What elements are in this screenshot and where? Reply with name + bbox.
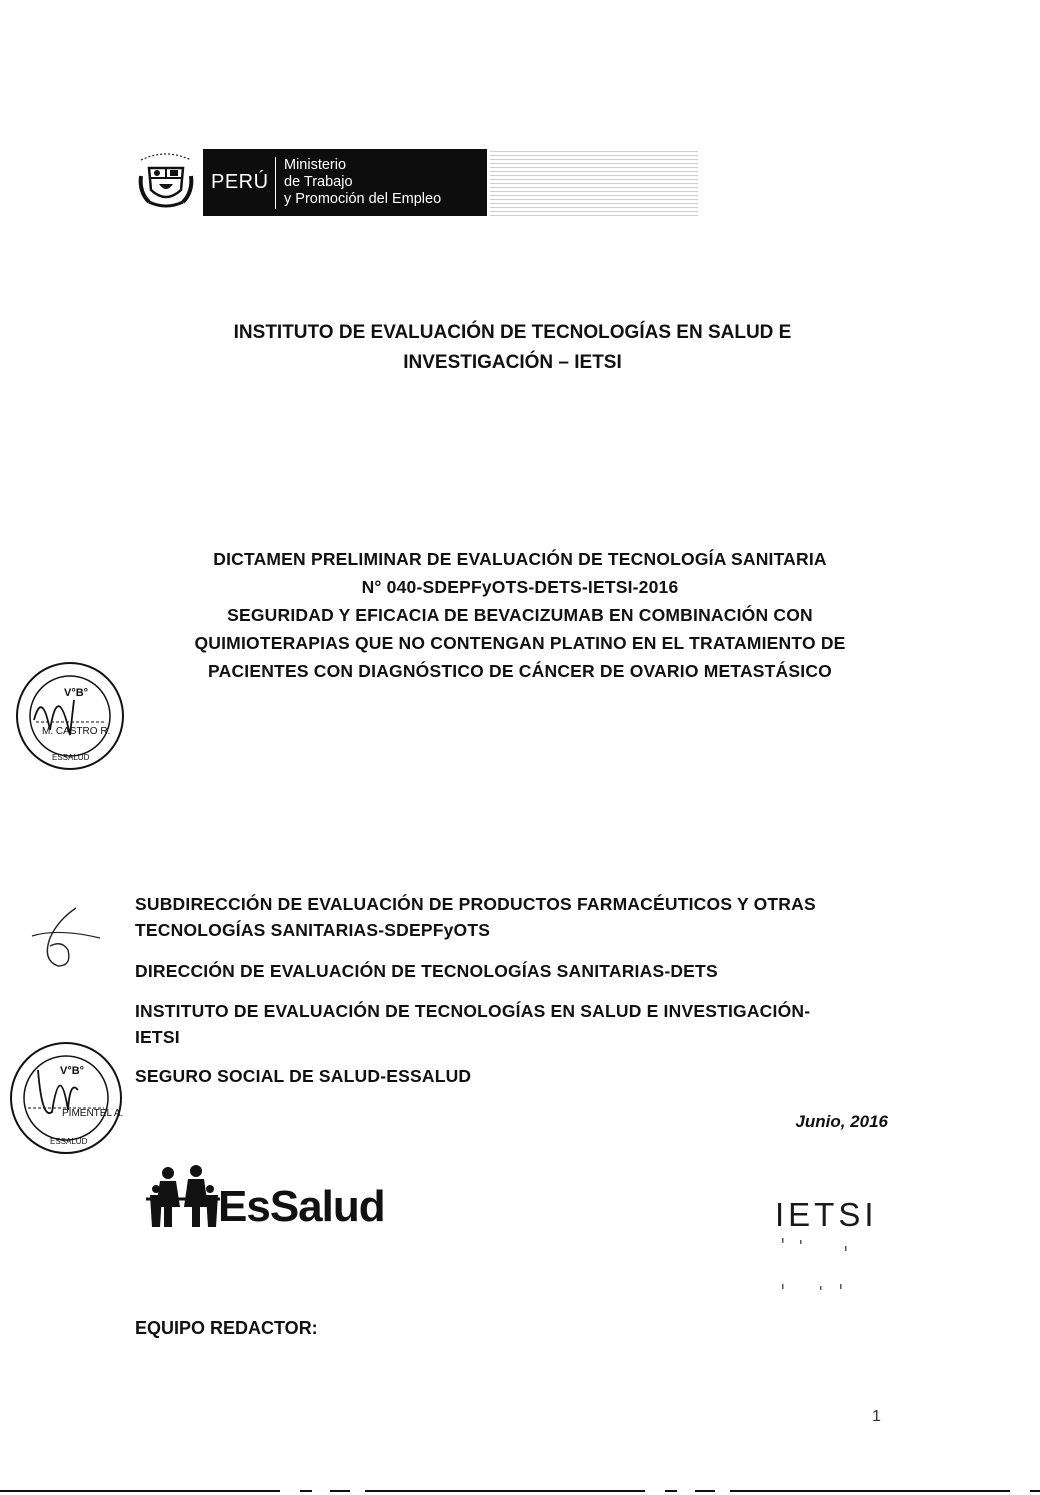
essalud-line: SEGURO SOCIAL DE SALUD-ESSALUD [135,1066,472,1086]
ietsi-logo-dots [780,1236,870,1296]
ietsi-block [135,998,905,1050]
stamp2-bottom: ESSALUD [50,1137,88,1146]
dictamen-line-4: QUIMIOTERAPIAS QUE NO CONTENGAN PLATINO EN EL TRATAMIENTO DE [194,633,846,653]
ietsi-line-2: IETSI [135,1027,180,1047]
ietsi-logo-text: IETSI [775,1196,878,1233]
stamp2-top: V°B° [60,1065,85,1077]
peru-coat-of-arms-icon [135,150,197,214]
dictamen-line-5: PACIENTES CON DIAGNÓSTICO DE CÁNCER DE OVARIO METASTÁSICO [208,661,832,681]
sdepfyots-line-2: TECNOLOGÍAS SANITARIAS-SDEPFyOTS [135,920,491,940]
dictamen-line-2: N° 040-SDEPFyOTS-DETS-IETSI-2016 [361,577,679,597]
dictamen-line-1: DICTAMEN PRELIMINAR DE EVALUACIÓN DE TECNOLOGÍA SANITARIA [213,549,827,569]
dictamen-line-3: SEGURIDAD Y EFICACIA DE BEVACIZUMAB EN COMBINACIÓN CON [227,605,813,625]
sdepfyots-block [135,891,905,943]
ministry-line-3: y Promoción del Empleo [284,191,442,207]
institute-title [130,318,895,378]
approval-stamp-pimentel [8,1040,124,1156]
stamp1-bottom: ESSALUD [52,753,90,762]
sdepfyots-line-1: SUBDIRECCIÓN DE EVALUACIÓN DE PRODUCTOS FARMACÉUTICOS Y OTRAS [135,894,816,914]
equipo-redactor-label: EQUIPO REDACTOR: [135,1318,318,1338]
page-number: 1 [872,1408,881,1425]
scan-edge-line [0,1490,1040,1492]
dets-line: DIRECCIÓN DE EVALUACIÓN DE TECNOLOGÍAS SANITARIAS-DETS [135,961,718,981]
ministry-line-1: Ministerio [284,157,347,173]
ministry-logo-extension [490,149,698,216]
stamp2-name: PIMENTEL A. [62,1108,124,1119]
peru-label: PERÚ [211,171,269,193]
essalud-family-icon [146,1163,220,1229]
handwritten-initial [28,900,108,980]
ministry-logo [203,149,487,216]
ministry-line-2: de Trabajo [284,174,353,190]
document-date: Junio, 2016 [795,1112,888,1131]
ietsi-line-1: INSTITUTO DE EVALUACIÓN DE TECNOLOGÍAS EN SALUD E INVESTIGACIÓN- [135,1001,811,1021]
ministry-name [284,157,441,208]
approval-stamp-castro [14,660,126,772]
dictamen-title [130,545,910,685]
logo-separator [275,157,276,209]
institute-title-line-1: INSTITUTO DE EVALUACIÓN DE TECNOLOGÍAS EN SALUD E [233,322,792,343]
stamp1-name: M. CASTRO R. [42,726,111,737]
institute-title-line-2: INVESTIGACIÓN – IETSI [403,352,622,373]
essalud-logo-text: EsSalud [218,1182,385,1231]
stamp1-top: V°B° [64,687,89,699]
